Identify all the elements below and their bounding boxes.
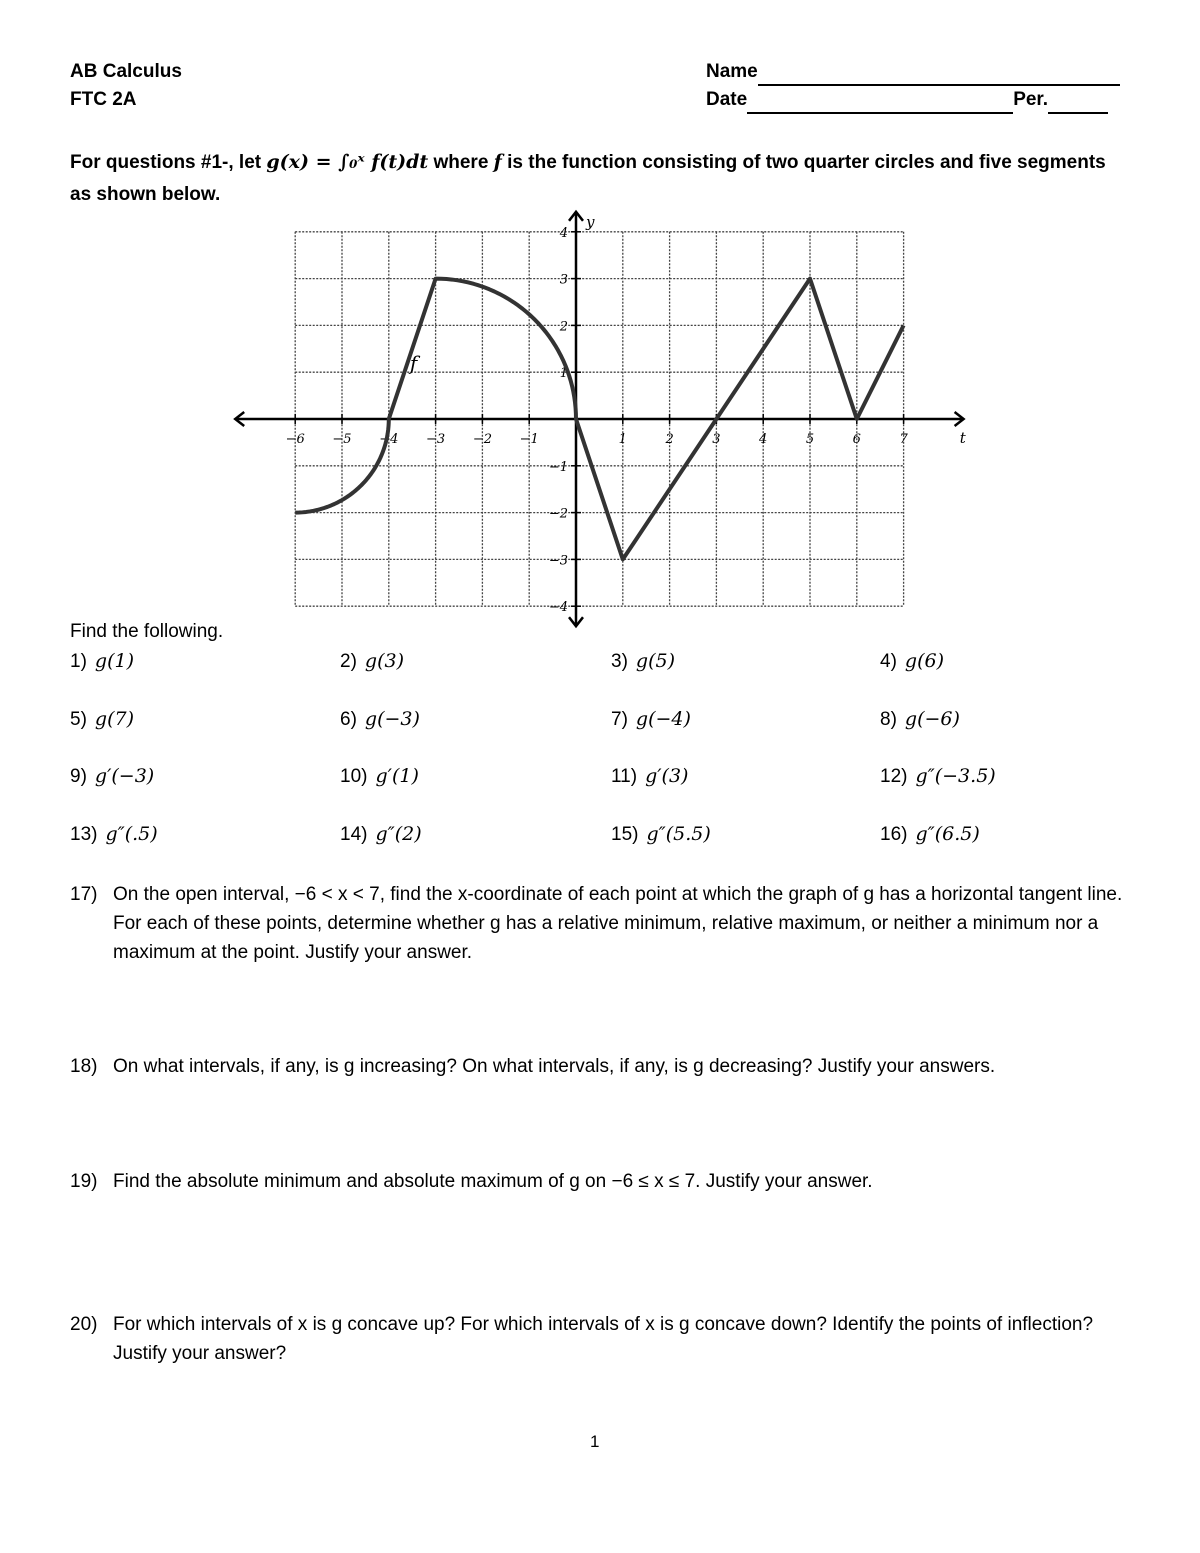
intro-where: where xyxy=(433,152,489,173)
question-number: 4) xyxy=(880,651,897,672)
x-tick-label: −2 xyxy=(472,432,492,447)
question-number: 8) xyxy=(880,709,897,730)
graph-ticks xyxy=(286,226,909,615)
y-tick-label: −1 xyxy=(548,459,568,475)
question-16 xyxy=(880,823,980,846)
question-expression: g(7) xyxy=(94,708,134,730)
question-number: 20) xyxy=(70,1314,98,1335)
question-expression: g(−4) xyxy=(635,708,691,730)
intro-var-f: f xyxy=(493,151,502,173)
question-expression: g″(6.5) xyxy=(915,823,980,845)
question-expression: g″(.5) xyxy=(105,823,158,845)
y-tick-label: 3 xyxy=(559,272,568,288)
x-tick-label: 3 xyxy=(712,432,721,447)
question-text: On what intervals, if any, is g increasing? On what intervals, if any, is g decreasing? Justify your answers. xyxy=(113,1056,996,1077)
intro-lead: For questions #1-, let xyxy=(70,152,262,173)
question-expression: g(1) xyxy=(94,650,134,672)
question-number: 7) xyxy=(611,709,628,730)
question-10 xyxy=(340,765,419,788)
function-graph xyxy=(225,205,985,635)
question-number: 12) xyxy=(880,766,908,787)
question-15 xyxy=(611,823,711,846)
intro-rest: is the function consisting of two quarter circles and five segments as shown below. xyxy=(70,152,1106,205)
question-text: Find the absolute minimum and absolute maximum of g on −6 ≤ x ≤ 7. Justify your answer. xyxy=(113,1171,873,1192)
question-number: 1) xyxy=(70,651,87,672)
question-19 xyxy=(70,1167,1150,1196)
find-label: Find the following. xyxy=(70,621,224,642)
question-18 xyxy=(70,1052,1150,1081)
course-title: AB Calculus xyxy=(70,61,182,82)
question-13 xyxy=(70,823,158,846)
intro-formula: g(x) = ∫₀ˣ f(t)dt xyxy=(266,151,429,173)
x-tick-label: 2 xyxy=(665,432,674,447)
name-blank[interactable] xyxy=(758,64,1120,86)
question-5 xyxy=(70,708,134,731)
x-tick-label: −5 xyxy=(332,432,352,447)
question-expression: g(3) xyxy=(364,650,404,672)
question-12 xyxy=(880,765,996,788)
graph-axes xyxy=(235,212,963,626)
question-expression: g′(−3) xyxy=(94,765,155,787)
question-number: 2) xyxy=(340,651,357,672)
question-2 xyxy=(340,650,404,673)
question-number: 5) xyxy=(70,709,87,730)
question-20 xyxy=(70,1310,1150,1368)
y-tick-label: −2 xyxy=(548,506,568,522)
date-field[interactable] xyxy=(706,86,1108,114)
x-tick-label: 6 xyxy=(852,432,861,447)
question-3 xyxy=(611,650,675,673)
question-number: 18) xyxy=(70,1056,98,1077)
period-label: Per. xyxy=(1013,89,1049,110)
question-11 xyxy=(611,765,688,788)
question-expression: g′(1) xyxy=(375,765,419,787)
question-number: 14) xyxy=(340,824,368,845)
date-label: Date xyxy=(706,89,748,110)
x-tick-label: 7 xyxy=(899,432,908,447)
question-text: For which intervals of x is g concave up? For which intervals of x is g concave down? Identify the points of inflection? Justify your answer? xyxy=(113,1314,1094,1364)
question-14 xyxy=(340,823,422,846)
question-8 xyxy=(880,708,960,731)
x-axis-label: t xyxy=(959,429,966,447)
date-blank[interactable] xyxy=(747,92,1013,114)
question-17 xyxy=(70,880,1150,967)
y-tick-label: −4 xyxy=(548,600,568,616)
unit-title: FTC 2A xyxy=(70,89,137,110)
y-tick-label: 4 xyxy=(559,225,568,241)
question-number: 13) xyxy=(70,824,98,845)
question-4 xyxy=(880,650,944,673)
question-expression: g″(−3.5) xyxy=(915,765,996,787)
question-expression: g(−6) xyxy=(904,708,960,730)
x-tick-label: −4 xyxy=(379,432,399,447)
y-axis-label: y xyxy=(586,212,595,231)
x-tick-label: 1 xyxy=(618,432,627,447)
y-tick-label: −3 xyxy=(548,553,568,569)
y-tick-label: 1 xyxy=(559,366,568,382)
question-number: 15) xyxy=(611,824,639,845)
page-number: 1 xyxy=(590,1432,600,1451)
question-number: 6) xyxy=(340,709,357,730)
name-field[interactable] xyxy=(706,58,1120,86)
question-expression: g(6) xyxy=(904,650,944,672)
question-number: 11) xyxy=(611,766,638,787)
x-tick-label: −3 xyxy=(426,432,446,447)
x-tick-label: 5 xyxy=(805,432,815,447)
question-1 xyxy=(70,650,134,673)
x-tick-label: 4 xyxy=(759,432,768,447)
intro-paragraph xyxy=(70,146,1130,211)
question-expression: g′(3) xyxy=(645,765,689,787)
question-7 xyxy=(611,708,691,731)
curve-label-f: f xyxy=(409,350,418,375)
period-blank[interactable] xyxy=(1048,92,1108,114)
question-number: 19) xyxy=(70,1171,98,1192)
question-text: On the open interval, −6 < x < 7, find the x-coordinate of each point at which the graph of g has a horizontal tangent line. For each of these points, determine whether g has a relative minimum, relative maximum, or neither a minimum nor a maximum at the point. Justify your answer. xyxy=(113,884,1123,963)
x-tick-label: −6 xyxy=(285,432,305,447)
question-expression: g″(2) xyxy=(375,823,422,845)
question-expression: g(−3) xyxy=(364,708,420,730)
question-expression: g″(5.5) xyxy=(646,823,711,845)
question-6 xyxy=(340,708,420,731)
question-expression: g(5) xyxy=(635,650,675,672)
y-tick-label: 2 xyxy=(559,319,568,335)
question-number: 3) xyxy=(611,651,628,672)
name-label: Name xyxy=(706,61,758,82)
question-9 xyxy=(70,765,154,788)
question-number: 10) xyxy=(340,766,368,787)
question-number: 16) xyxy=(880,824,908,845)
question-number: 17) xyxy=(70,884,98,905)
question-number: 9) xyxy=(70,766,87,787)
x-tick-label: −1 xyxy=(519,432,539,447)
